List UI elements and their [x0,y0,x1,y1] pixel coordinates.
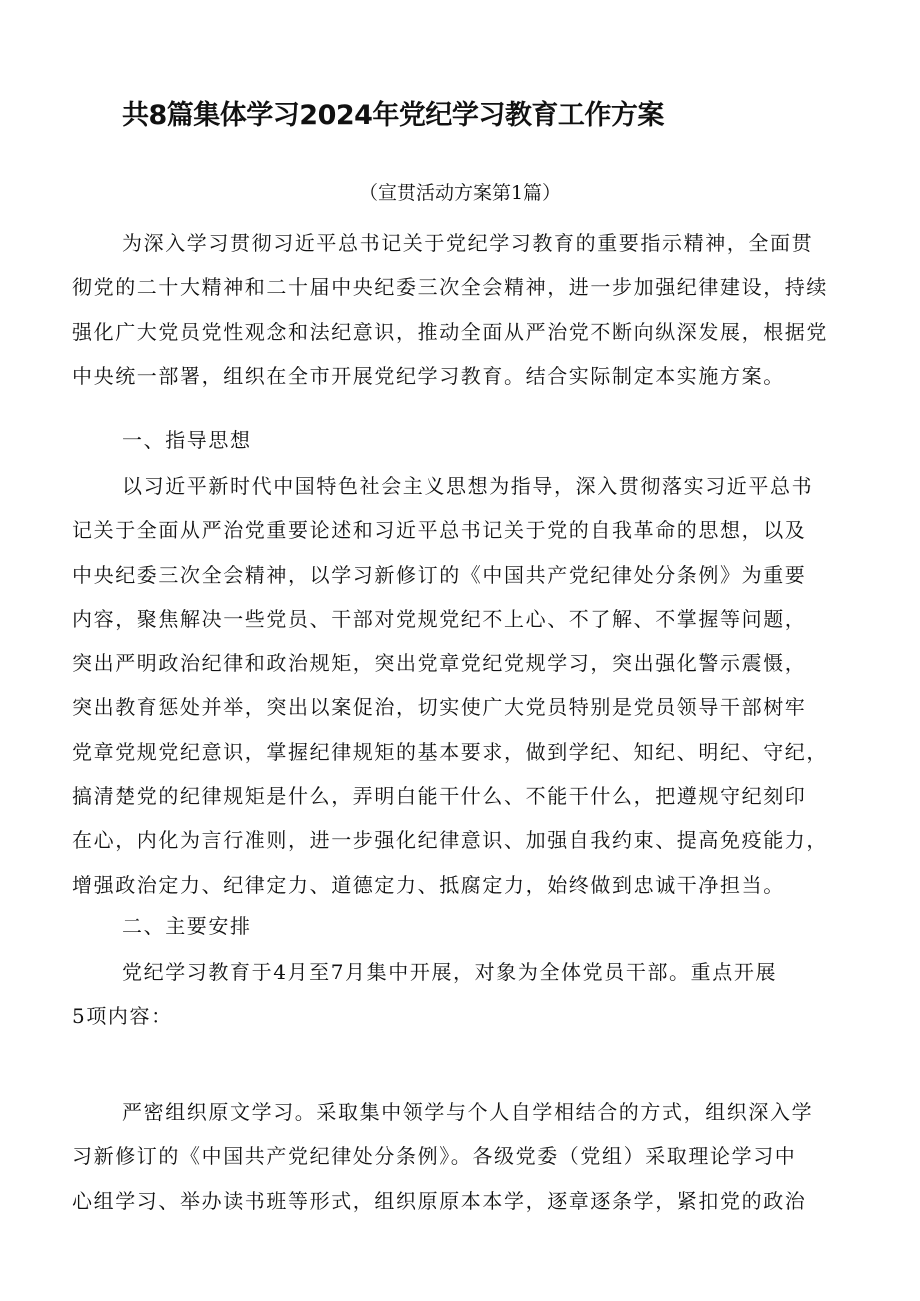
original-study-paragraph [72,1090,872,1223]
main-arrangements-paragraph [72,950,872,1039]
section-heading-main-arrangements: 二、主要安排 [122,914,252,938]
paragraph-line: 彻党的二十大精神和二十届中央纪委三次全会精神，进一步加强纪律建设，持续 [72,275,828,300]
paragraph-line: 内容，聚焦解决一些党员、干部对党规党纪不上心、不了解、不掌握等问题， [72,606,807,631]
paragraph-line: 突出教育惩处并举，突出以案促治，切实使广大党员特别是党员领导干部树牢 [72,695,807,720]
paragraph-line: 记关于全面从严治党重要论述和习近平总书记关于党的自我革命的思想，以及 [72,518,807,543]
paragraph-line: 中央纪委三次全会精神，以学习新修订的《中国共产党纪律处分条例》为重要 [72,562,807,587]
paragraph-line: 突出严明政治纪律和政治规矩，突出党章党纪党规学习，突出强化警示震慑， [72,651,807,676]
document-subtitle: （宣贯活动方案第1篇） [358,182,562,204]
intro-paragraph [72,221,872,398]
paragraph-line: 心组学习、举办读书班等形式，组织原原本本学，逐章逐条学，紧扣党的政治 [72,1188,807,1213]
paragraph-line: 以习近平新时代中国特色社会主义思想为指导，深入贯彻落实习近平总书 [122,474,814,498]
paragraph-line: 5项内容： [72,1004,173,1029]
paragraph-line: 习新修订的《中国共产党纪律处分条例》。各级党委（党组）采取理论学习中 [72,1144,797,1169]
paragraph-line: 强化广大党员党性观念和法纪意识，推动全面从严治党不断向纵深发展，根据党 [72,319,828,344]
paragraph-line: 在心，内化为言行准则，进一步强化纪律意识、加强自我约束、提高免疫能力， [72,828,828,853]
guiding-thought-paragraph [72,464,872,907]
paragraph-line: 党章党规党纪意识，掌握纪律规矩的基本要求，做到学纪、知纪、明纪、守纪， [72,739,828,764]
section-heading-guiding-thought: 一、指导思想 [122,428,252,452]
paragraph-line: 中央统一部署，组织在全市开展党纪学习教育。结合实际制定本实施方案。 [72,363,785,388]
paragraph-line: 为深入学习贯彻习近平总书记关于党纪学习教育的重要指示精神，全面贯 [122,231,814,255]
paragraph-line: 搞清楚党的纪律规矩是什么，弄明白能干什么、不能干什么，把遵规守纪刻印 [72,784,807,809]
paragraph-line: 增强政治定力、纪律定力、道德定力、抵腐定力，始终做到忠诚干净担当。 [72,872,785,897]
paragraph-line: 严密组织原文学习。采取集中领学与个人自学相结合的方式，组织深入学 [122,1100,814,1124]
document-title: 共8篇集体学习2024年党纪学习教育工作方案 [122,100,664,131]
paragraph-line: 党纪学习教育于4月至7月集中开展，对象为全体党员干部。重点开展 [122,960,778,984]
